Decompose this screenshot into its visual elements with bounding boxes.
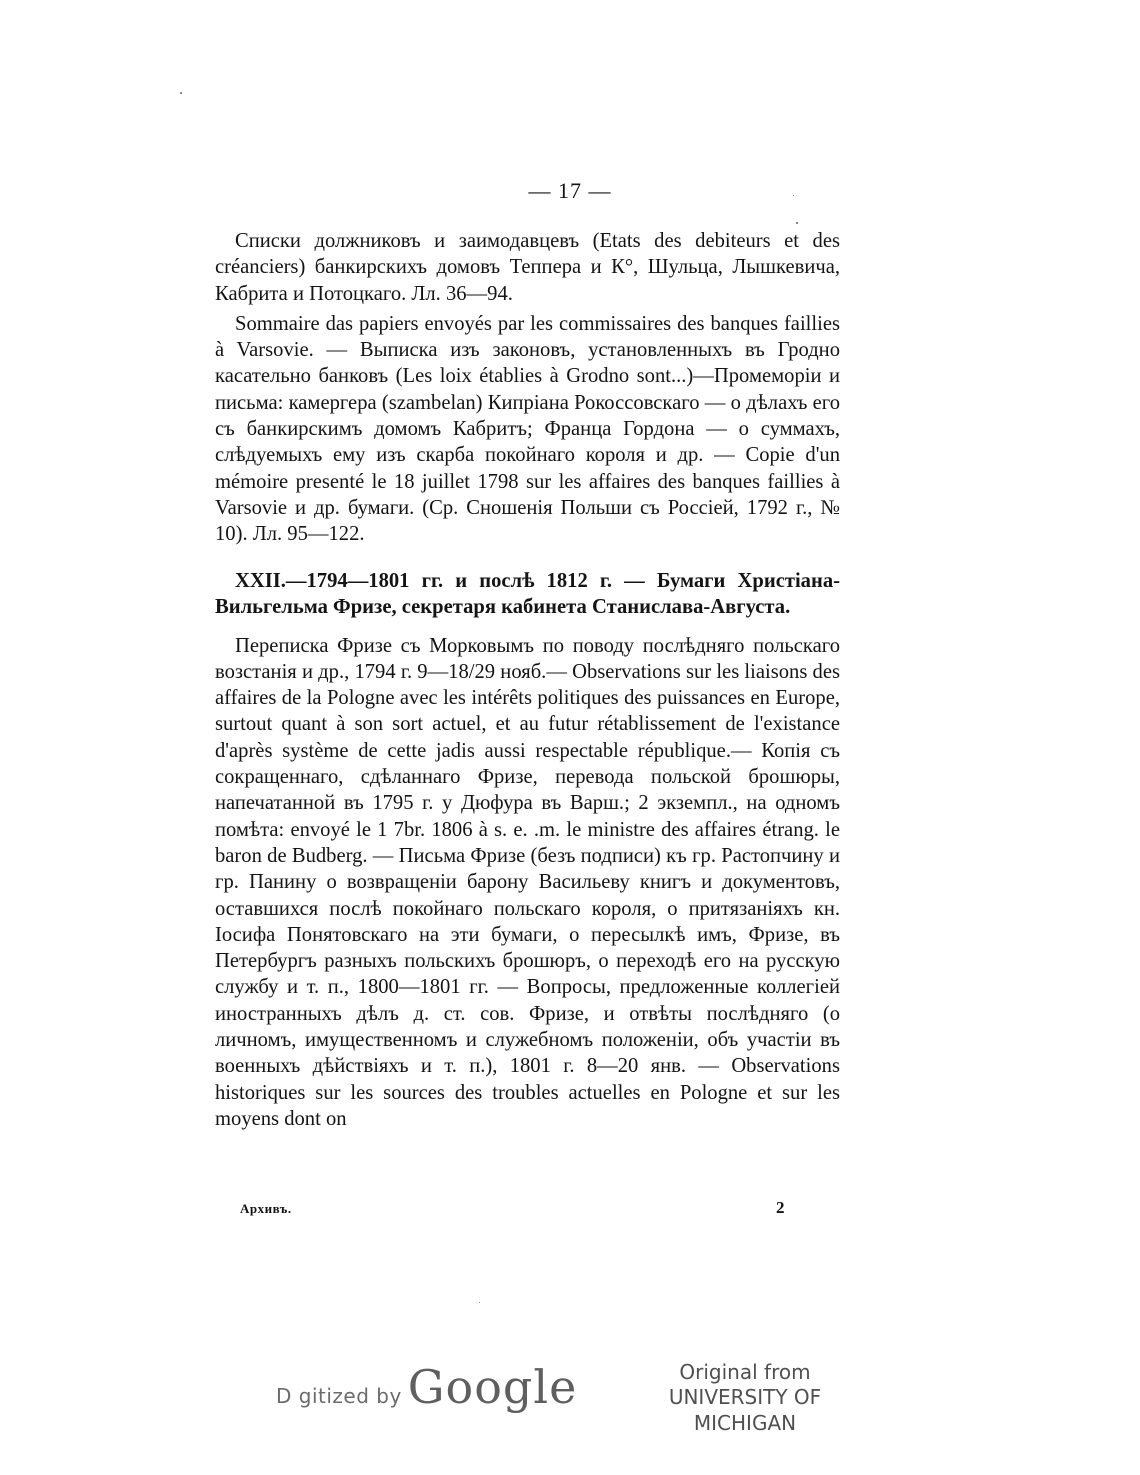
scan-speck — [180, 92, 182, 94]
google-logo: Google — [407, 1360, 578, 1414]
digitized-by-watermark — [276, 1360, 577, 1420]
institution-name: UNIVERSITY OF MICHIGAN — [668, 1385, 822, 1435]
original-from-label: Original from — [679, 1360, 811, 1384]
section-heading: XXII.—1794—1801 гг. и послѣ 1812 г. — Бумаги Христіана-Вильгельма Фризе, секретаря кабинета Станислава-Августа. — [215, 569, 840, 619]
text-column — [215, 228, 840, 1132]
footer-sheet-number: 2 — [776, 1198, 785, 1217]
scan-speck — [793, 195, 794, 196]
paragraph-frize-correspondence: Переписка Фризе съ Морковымъ по поводу послѣдняго польскаго возстанія и др., 1794 г. 9—18/29 нояб.— Observations sur les liaisons des affaires de la Pologne avec les intérêts politiques des puissances en Europe, surtout quant à son sort actuel, et au futur rétablissement de l'existance d'après système de cette jadis aussi respectable république.— Копія съ сокращеннаго, сдѣланнаго Фризе, перевода польской брошюры, напечатанной въ 1795 г. у Дюфура въ Варш.; 2 экземпл., на одномъ помѣта: envoyé le 1 7br. 1806 à s. e. .m. le ministre des affaires étrang. le baron de Budberg. — Письма Фризе (безъ подписи) къ гр. Растопчину и гр. Панину о возвращеніи барону Васильеву книгъ и документовъ, оставшихся послѣ покойнаго польскаго короля, о притязаніяхъ кн. Іосифа Понятовскаго на эти бумаги, о пересылкѣ имъ, Фризе, въ Петербургъ разныхъ польскихъ брошюръ, о переходѣ его на русскую службу и т. п., 1800—1801 гг. — Вопросы, предложенные коллегіей иностранныхъ дѣлъ д. ст. сов. Фризе, и отвѣты послѣдняго (о личномъ, имущественномъ и служебномъ положеніи, объ участіи въ военныхъ дѣйствіяхъ и т. п.), 1801 г. 8—20 янв. — Observations historiques sur les sources des troubles actuelles en Pologne et sur les moyens dont on — [215, 634, 840, 1130]
paragraph-debtors-lists: Списки должниковъ и заимодавцевъ (Etats des debiteurs et des créanciers) банкирскихъ домовъ Теппера и К°, Шульца, Лышкевича, Кабрита и Потоцкаго. Лл. 36—94. — [215, 230, 840, 305]
footer-signature: Архивъ. — [240, 1201, 292, 1216]
page-number: — 17 — — [528, 178, 612, 203]
scan-speck — [479, 1302, 480, 1303]
scan-speck — [796, 222, 798, 224]
digitized-label: D gitized by — [276, 1384, 402, 1408]
paragraph-bank-papers: Sommaire das papiers envoyés par les commissaires des banques faillies à Varsovie. — Выписка изъ законовъ, установленныхъ въ Гродно касательно банковъ (Les loix établies à Grodno sont...)—Промеморіи и письма: камергера (szambelan) Кипріана Рокоссовскаго — о дѣлахъ его съ банкирскимъ домомъ Кабритъ; Франца Гордона — о суммахъ, слѣдуемыхъ ему изъ скарба покойнаго короля и др. — Copie d'un mémoire presenté le 18 juillet 1798 sur les affaires des banques faillies à Varsovie и др. бумаги. (Ср. Сношенія Польши съ Россіей, 1792 г., № 10). Лл. 95—122. — [215, 312, 840, 546]
original-from-watermark — [620, 1360, 870, 1436]
